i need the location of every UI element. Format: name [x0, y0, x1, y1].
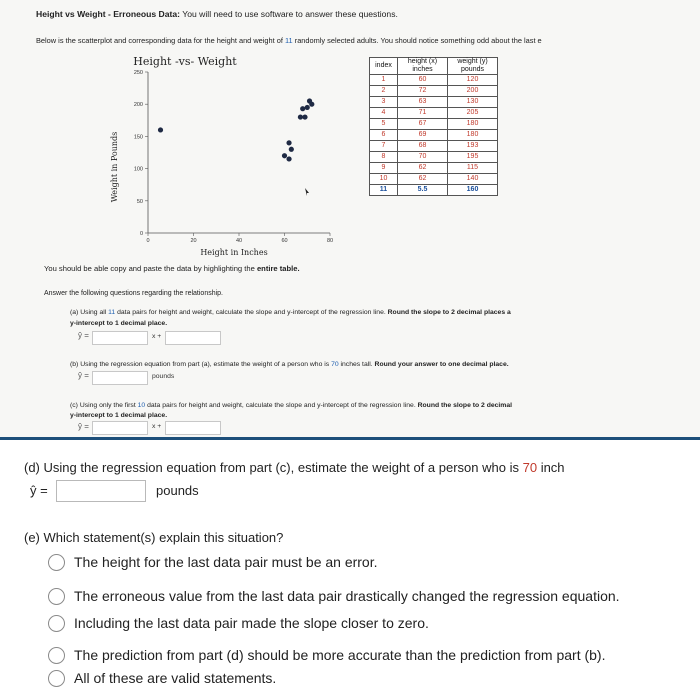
height-cell: 70: [398, 152, 448, 163]
height-cell: 60: [398, 75, 448, 86]
y-tick-label: 0: [139, 231, 143, 237]
data-point: [286, 156, 291, 161]
part-d-yhat: ŷ =: [30, 483, 48, 498]
option-4-text: The prediction from part (d) should be more accurate than the prediction from part (b).: [74, 647, 606, 663]
part-c-x-plus: x +: [152, 423, 162, 430]
data-point: [289, 147, 294, 152]
radio-option-3[interactable]: [48, 615, 65, 632]
y-tick-label: 200: [133, 102, 143, 109]
radio-option-5[interactable]: [48, 670, 65, 687]
index-cell: 6: [370, 130, 398, 141]
index-cell: 7: [370, 141, 398, 152]
part-c-yhat: ŷ =: [78, 422, 89, 431]
part-a-slope-input[interactable]: [92, 331, 148, 345]
weight-cell: 205: [448, 108, 498, 119]
part-d-weight-input[interactable]: [56, 480, 146, 502]
part-b-question: (b) Using the regression equation from part (a), estimate the weight of a person who is 70 inches tall. Round your answer to one decimal place.: [70, 361, 509, 368]
data-point: [302, 114, 307, 119]
option-1[interactable]: [48, 550, 378, 574]
table-row: [370, 130, 498, 141]
height-cell: 72: [398, 86, 448, 97]
height-cell: 68: [398, 141, 448, 152]
part-b-yhat: ŷ =: [78, 371, 89, 380]
index-cell: 8: [370, 152, 398, 163]
part-d-height: 70: [522, 460, 538, 475]
table-row: [370, 141, 498, 152]
option-2[interactable]: [48, 584, 620, 608]
height-cell: 67: [398, 119, 448, 130]
data-point: [282, 153, 287, 158]
data-point: [300, 106, 305, 111]
problem-instruction: You will need to use software to answer these questions.: [182, 9, 398, 19]
part-a-intercept-input[interactable]: [165, 331, 221, 345]
height-cell: 5.5: [398, 185, 448, 196]
option-5-text: All of these are valid statements.: [74, 670, 277, 686]
part-c-question: (c) Using only the first 10 data pairs for height and weight, calculate the slope and y-intercept of the regression line. Round the slope to 2 decimal: [70, 402, 513, 409]
column-header-weight: weight (y) pounds: [448, 58, 498, 75]
weight-cell: 120: [448, 75, 498, 86]
part-d-unit: pounds: [156, 483, 199, 498]
table-row: [370, 185, 498, 196]
weight-cell: 200: [448, 86, 498, 97]
radio-option-1[interactable]: [48, 554, 65, 571]
index-cell: 2: [370, 86, 398, 97]
column-header-height: height (x) inches: [398, 58, 448, 75]
problem-title: Height vs Weight - Erroneous Data:: [36, 9, 181, 19]
part-e-question: (e) Which statement(s) explain this situation?: [24, 530, 284, 545]
scatterplot: [100, 52, 350, 262]
index-cell: 1: [370, 75, 398, 86]
index-cell: 10: [370, 174, 398, 185]
table-row: [370, 174, 498, 185]
data-point: [298, 114, 303, 119]
table-row: [370, 75, 498, 86]
table-row: [370, 86, 498, 97]
height-cell: 71: [398, 108, 448, 119]
weight-cell: 180: [448, 119, 498, 130]
table-row: [370, 108, 498, 119]
weight-cell: 115: [448, 163, 498, 174]
answer-intro: Answer the following questions regarding the relationship.: [44, 290, 223, 297]
table-row: [370, 152, 498, 163]
option-1-text: The height for the last data pair must be an error.: [74, 554, 378, 570]
option-3-text: Including the last data pair made the slope closer to zero.: [74, 615, 429, 631]
copy-note: You should be able copy and paste the data by highlighting the entire table.: [44, 264, 300, 273]
weight-cell: 140: [448, 174, 498, 185]
data-table[interactable]: [369, 57, 498, 196]
part-b-unit: pounds: [152, 373, 175, 380]
x-axis-label: Height in Inches: [200, 248, 268, 257]
data-point: [305, 105, 310, 110]
chart-axes: [148, 72, 330, 233]
x-tick-label: 80: [326, 238, 334, 244]
option-2-text: The erroneous value from the last data pair drastically changed the regression equation.: [74, 588, 620, 604]
y-tick-labels: [134, 70, 148, 237]
x-tick-label: 40: [235, 238, 243, 244]
table-header-row: [370, 58, 498, 75]
weight-cell: 160: [448, 185, 498, 196]
table-row: [370, 163, 498, 174]
weight-cell: 193: [448, 141, 498, 152]
radio-option-2[interactable]: [48, 588, 65, 605]
height-cell: 63: [398, 97, 448, 108]
column-header-index: index: [370, 58, 398, 75]
part-c-intercept-input[interactable]: [165, 421, 221, 435]
x-tick-label: 60: [281, 238, 288, 244]
option-3[interactable]: [48, 611, 429, 635]
data-point: [158, 127, 163, 132]
part-a-question-line2: y-intercept to 1 decimal place.: [70, 320, 168, 327]
problem-heading: [36, 9, 398, 19]
radio-option-4[interactable]: [48, 647, 65, 664]
index-cell: 11: [370, 185, 398, 196]
weight-cell: 195: [448, 152, 498, 163]
sample-size: 11: [285, 36, 293, 45]
index-cell: 5: [370, 119, 398, 130]
y-tick-label: 150: [133, 134, 143, 141]
index-cell: 4: [370, 108, 398, 119]
index-cell: 3: [370, 97, 398, 108]
option-5[interactable]: [48, 666, 276, 690]
y-tick-label: 250: [133, 70, 143, 76]
y-axis-label: Weight in Pounds: [110, 131, 119, 203]
data-points: [158, 98, 314, 161]
mouse-cursor-icon: [305, 188, 309, 196]
chart-title: Height -vs- Weight: [133, 55, 237, 68]
part-a-yhat: ŷ =: [78, 331, 89, 340]
data-point: [307, 98, 312, 103]
y-tick-label: 100: [133, 166, 143, 173]
intro-text: Below is the scatterplot and corresponding data for the height and weight of 11 randomly selected adults. You should notice something odd about the last e: [36, 36, 542, 45]
y-tick-label: 50: [136, 198, 143, 205]
weight-cell: 180: [448, 130, 498, 141]
table-row: [370, 97, 498, 108]
part-a-question: (a) Using all 11 data pairs for height and weight, calculate the slope and y-intercept of the regression line. Round the slope to 2 decimal places a: [70, 309, 511, 316]
questions-panel: [0, 440, 700, 700]
table-row: [370, 119, 498, 130]
part-d-question: (d) Using the regression equation from part (c), estimate the weight of a person who is 70 inch: [24, 460, 565, 475]
weight-cell: 130: [448, 97, 498, 108]
part-c-slope-input[interactable]: [92, 421, 148, 435]
height-cell: 62: [398, 163, 448, 174]
x-tick-label: 20: [190, 238, 197, 244]
height-cell: 62: [398, 174, 448, 185]
height-cell: 69: [398, 130, 448, 141]
index-cell: 9: [370, 163, 398, 174]
data-point: [286, 140, 291, 145]
part-b-weight-input[interactable]: [92, 371, 148, 385]
part-a-x-plus: x +: [152, 333, 162, 340]
part-c-question-line2: y-intercept to 1 decimal place.: [70, 412, 168, 419]
x-tick-label: 0: [146, 238, 150, 244]
option-4[interactable]: [48, 643, 605, 667]
x-tick-labels: [146, 233, 333, 244]
